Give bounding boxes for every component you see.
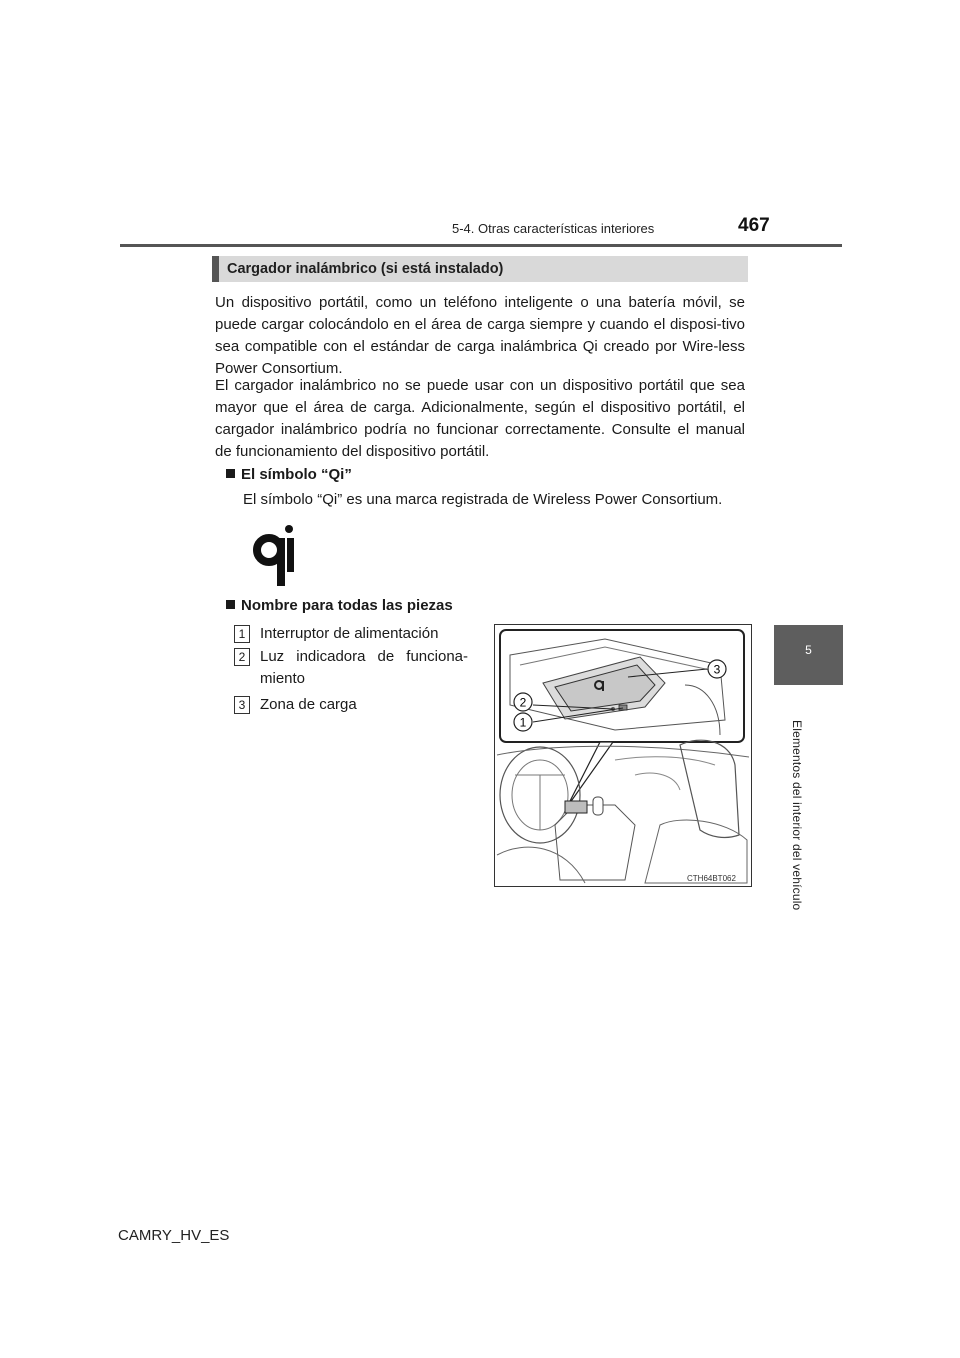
callout-3-label: 3 [713,662,721,677]
item-label: Luz indicadora de funciona-miento [260,648,468,687]
item-number-badge: 1 [234,625,250,643]
page-number: 467 [738,215,770,236]
callout-3 [708,660,726,678]
illustration-code: CTH64BT062 [687,874,736,883]
callout-1-label: 1 [519,715,527,730]
chapter-title: Elementos del interior del vehículo [790,720,804,911]
subheading-qi [226,466,352,483]
section-heading: Cargador inalámbrico (si está instalado) [212,256,748,282]
running-header-section: 5-4. Otras características interiores [452,221,655,236]
square-bullet-icon [226,600,235,609]
subheading-parts-text: Nombre para todas las piezas [241,597,453,614]
paragraph-intro: Un dispositivo portátil, como un teléfono inteligente o una batería móvil, se puede cargar colocándolo en el área de carga siempre y cuando el disposi-tivo sea compatible con el estándar de carga inalámbrica Qi creado por Wire-less Power Consortium. [215,294,745,377]
qi-trademark-note: El símbolo “Qi” es una marca registrada de Wireless Power Consortium. [243,491,723,508]
subheading-qi-text: El símbolo “Qi” [241,466,352,483]
item-label: Interruptor de alimentación [260,625,439,642]
item-label: Zona de carga [260,696,357,713]
header-rule [120,244,842,247]
callout-1 [514,713,532,731]
item-number-badge: 2 [234,648,250,666]
square-bullet-icon [226,469,235,478]
item-number-badge: 3 [234,696,250,714]
callout-2 [514,693,532,711]
charger-illustration [494,624,752,887]
interior-drawing [495,625,750,885]
callout-2-label: 2 [519,695,527,710]
footer-model-code: CAMRY_HV_ES [118,1227,230,1244]
qi-logo-icon [252,524,298,593]
subheading-parts [226,597,453,614]
paragraph-limitations: El cargador inalámbrico no se puede usar con un dispositivo portátil que sea mayor que el área de carga. Adicionalmente, según el dispositivo portátil, el cargador inalámbrico podría no funcionar correctamente. Consulte el manual de funcionamiento del dispositivo portátil. [215,377,745,460]
chapter-number: 5 [805,643,812,657]
